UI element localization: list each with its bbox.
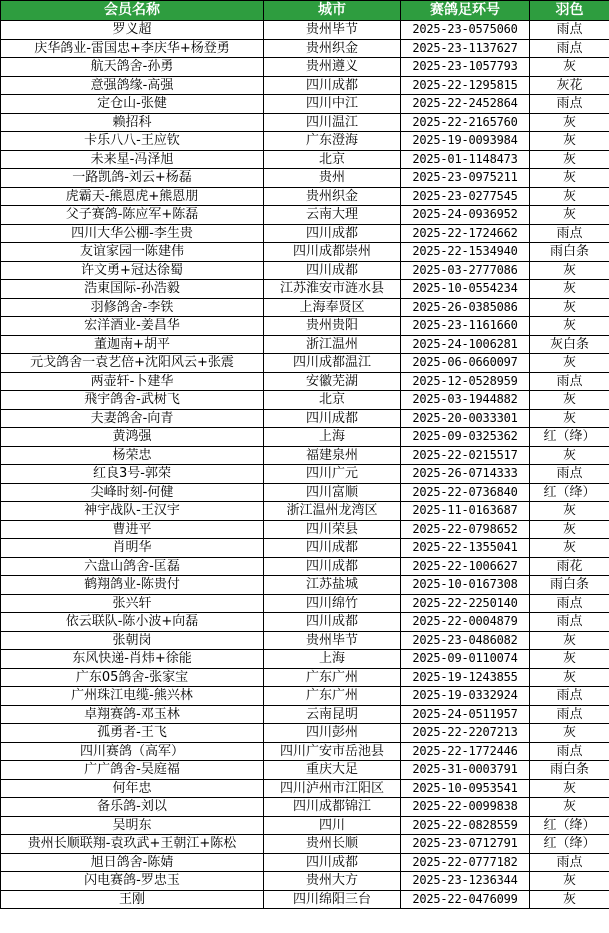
cell-city: 广东广州 xyxy=(264,668,401,687)
cell-ring-number: 2025-22-0476099 xyxy=(401,890,530,909)
cell-feather-color: 灰 xyxy=(530,446,609,465)
cell-member-name: 赖招科 xyxy=(1,113,264,132)
cell-city: 四川成都 xyxy=(264,224,401,243)
cell-ring-number: 2025-31-0003791 xyxy=(401,761,530,780)
cell-member-name: 飛宇鸽舍-武树飞 xyxy=(1,391,264,410)
cell-member-name: 备乐鸽-刘以 xyxy=(1,798,264,817)
table-row xyxy=(1,465,609,484)
cell-feather-color: 雨点 xyxy=(530,613,609,632)
cell-ring-number: 2025-03-2777086 xyxy=(401,261,530,280)
table-row xyxy=(1,150,609,169)
cell-ring-number: 2025-19-0093984 xyxy=(401,132,530,151)
table-row xyxy=(1,298,609,317)
cell-ring-number: 2025-22-1006627 xyxy=(401,557,530,576)
cell-city: 四川成都 xyxy=(264,539,401,558)
cell-ring-number: 2025-23-1236344 xyxy=(401,872,530,891)
cell-city: 浙江温州龙湾区 xyxy=(264,502,401,521)
cell-city: 重庆大足 xyxy=(264,761,401,780)
cell-ring-number: 2025-24-0936952 xyxy=(401,206,530,225)
table-row xyxy=(1,132,609,151)
table-row xyxy=(1,409,609,428)
cell-feather-color: 灰 xyxy=(530,631,609,650)
cell-ring-number: 2025-26-0385086 xyxy=(401,298,530,317)
cell-city: 四川 xyxy=(264,816,401,835)
cell-member-name: 张朝岗 xyxy=(1,631,264,650)
cell-member-name: 四川赛鸽（高军） xyxy=(1,742,264,761)
table-row xyxy=(1,557,609,576)
cell-ring-number: 2025-03-1944882 xyxy=(401,391,530,410)
table-row xyxy=(1,335,609,354)
table-row xyxy=(1,21,609,40)
cell-member-name: 张兴轩 xyxy=(1,594,264,613)
table-row xyxy=(1,687,609,706)
cell-member-name: 孤勇者-王飞 xyxy=(1,724,264,743)
cell-ring-number: 2025-23-0975211 xyxy=(401,169,530,188)
cell-feather-color: 灰 xyxy=(530,187,609,206)
cell-feather-color: 雨花 xyxy=(530,557,609,576)
cell-ring-number: 2025-22-2452864 xyxy=(401,95,530,114)
cell-city: 贵州织金 xyxy=(264,39,401,58)
cell-city: 四川成都 xyxy=(264,557,401,576)
table-row xyxy=(1,76,609,95)
cell-member-name: 广州珠江电缆-熊兴林 xyxy=(1,687,264,706)
cell-city: 四川彭州 xyxy=(264,724,401,743)
cell-feather-color: 雨点 xyxy=(530,224,609,243)
header-member-name: 会员名称 xyxy=(1,1,264,21)
cell-feather-color: 雨点 xyxy=(530,95,609,114)
cell-ring-number: 2025-22-2250140 xyxy=(401,594,530,613)
table-row xyxy=(1,39,609,58)
cell-city: 上海 xyxy=(264,650,401,669)
cell-city: 江苏盐城 xyxy=(264,576,401,595)
cell-ring-number: 2025-26-0714333 xyxy=(401,465,530,484)
cell-feather-color: 灰 xyxy=(530,872,609,891)
cell-member-name: 鹤翔鸽业-陈贵付 xyxy=(1,576,264,595)
table-row xyxy=(1,113,609,132)
cell-city: 四川成都 xyxy=(264,261,401,280)
cell-feather-color: 灰 xyxy=(530,132,609,151)
table-row xyxy=(1,816,609,835)
cell-member-name: 浩東国际-孙浩毅 xyxy=(1,280,264,299)
cell-feather-color: 灰 xyxy=(530,668,609,687)
cell-ring-number: 2025-23-1137627 xyxy=(401,39,530,58)
cell-member-name: 旭日鸽舍-陈婧 xyxy=(1,853,264,872)
cell-member-name: 两壶轩-卜建华 xyxy=(1,372,264,391)
cell-ring-number: 2025-22-0828559 xyxy=(401,816,530,835)
cell-member-name: 闪电赛鸽-罗忠玉 xyxy=(1,872,264,891)
cell-ring-number: 2025-22-0004879 xyxy=(401,613,530,632)
cell-feather-color: 灰 xyxy=(530,409,609,428)
cell-city: 四川温江 xyxy=(264,113,401,132)
cell-member-name: 元戈鸽舍一袁艺倍+沈阳风云+张震 xyxy=(1,354,264,373)
cell-ring-number: 2025-22-1772446 xyxy=(401,742,530,761)
table-row xyxy=(1,761,609,780)
table-row xyxy=(1,261,609,280)
table-row xyxy=(1,613,609,632)
table-row xyxy=(1,280,609,299)
table-row xyxy=(1,650,609,669)
table-row xyxy=(1,724,609,743)
cell-member-name: 神宇战队-王汉宇 xyxy=(1,502,264,521)
cell-feather-color: 雨点 xyxy=(530,21,609,40)
cell-ring-number: 2025-10-0167308 xyxy=(401,576,530,595)
cell-city: 贵州毕节 xyxy=(264,21,401,40)
cell-member-name: 航天鸽舍-孙勇 xyxy=(1,58,264,77)
cell-member-name: 杨荣忠 xyxy=(1,446,264,465)
header-ring-number: 赛鸽足环号 xyxy=(401,1,530,21)
table-row xyxy=(1,631,609,650)
cell-feather-color: 灰 xyxy=(530,206,609,225)
cell-member-name: 依云联队-陈小波+向磊 xyxy=(1,613,264,632)
cell-feather-color: 灰 xyxy=(530,169,609,188)
cell-city: 四川泸州市江阳区 xyxy=(264,779,401,798)
cell-member-name: 庆华鸽业-雷国忠+李庆华+杨登勇 xyxy=(1,39,264,58)
cell-member-name: 羽修鸽舍-李铁 xyxy=(1,298,264,317)
table-row xyxy=(1,539,609,558)
cell-member-name: 六盘山鸽舍-匡磊 xyxy=(1,557,264,576)
table-row xyxy=(1,705,609,724)
cell-feather-color: 灰 xyxy=(530,261,609,280)
cell-feather-color: 灰 xyxy=(530,354,609,373)
header-row xyxy=(1,1,609,21)
cell-member-name: 董迦南+胡平 xyxy=(1,335,264,354)
cell-city: 四川荣县 xyxy=(264,520,401,539)
cell-member-name: 何年忠 xyxy=(1,779,264,798)
cell-city: 贵州遵义 xyxy=(264,58,401,77)
table-row xyxy=(1,872,609,891)
cell-ring-number: 2025-22-0777182 xyxy=(401,853,530,872)
cell-ring-number: 2025-22-1295815 xyxy=(401,76,530,95)
table-row xyxy=(1,742,609,761)
cell-ring-number: 2025-23-0277545 xyxy=(401,187,530,206)
table-row xyxy=(1,779,609,798)
cell-member-name: 吴明东 xyxy=(1,816,264,835)
cell-city: 上海奉贤区 xyxy=(264,298,401,317)
cell-member-name: 父子赛鸽-陈应军+陈磊 xyxy=(1,206,264,225)
cell-member-name: 卡乐八八-王应钦 xyxy=(1,132,264,151)
cell-ring-number: 2025-23-1057793 xyxy=(401,58,530,77)
cell-member-name: 广广鸽舍-吴庭福 xyxy=(1,761,264,780)
cell-member-name: 罗义超 xyxy=(1,21,264,40)
cell-feather-color: 灰 xyxy=(530,298,609,317)
cell-ring-number: 2025-22-0099838 xyxy=(401,798,530,817)
cell-member-name: 贵州长顺联翔-袁玖武+王朝江+陈松 xyxy=(1,835,264,854)
cell-feather-color: 灰花 xyxy=(530,76,609,95)
cell-feather-color: 雨白条 xyxy=(530,576,609,595)
table-row xyxy=(1,483,609,502)
cell-ring-number: 2025-22-0798652 xyxy=(401,520,530,539)
table-row xyxy=(1,169,609,188)
cell-feather-color: 红（绛） xyxy=(530,816,609,835)
cell-ring-number: 2025-06-0660097 xyxy=(401,354,530,373)
table-row xyxy=(1,354,609,373)
cell-city: 江苏淮安市涟水县 xyxy=(264,280,401,299)
cell-city: 云南昆明 xyxy=(264,705,401,724)
cell-ring-number: 2025-24-1006281 xyxy=(401,335,530,354)
cell-feather-color: 灰 xyxy=(530,113,609,132)
cell-ring-number: 2025-23-1161660 xyxy=(401,317,530,336)
cell-feather-color: 灰 xyxy=(530,539,609,558)
cell-city: 四川成都温江 xyxy=(264,354,401,373)
cell-ring-number: 2025-10-0554234 xyxy=(401,280,530,299)
cell-ring-number: 2025-11-0163687 xyxy=(401,502,530,521)
cell-city: 贵州大方 xyxy=(264,872,401,891)
table-row xyxy=(1,187,609,206)
cell-city: 北京 xyxy=(264,391,401,410)
cell-feather-color: 红（绛） xyxy=(530,483,609,502)
cell-member-name: 曹进平 xyxy=(1,520,264,539)
cell-member-name: 定仓山-张健 xyxy=(1,95,264,114)
table-header xyxy=(1,1,609,21)
cell-feather-color: 雨点 xyxy=(530,465,609,484)
cell-member-name: 卓翔赛鸽-邓玉林 xyxy=(1,705,264,724)
cell-feather-color: 灰 xyxy=(530,798,609,817)
cell-city: 贵州毕节 xyxy=(264,631,401,650)
table-row xyxy=(1,206,609,225)
cell-ring-number: 2025-22-2165760 xyxy=(401,113,530,132)
cell-feather-color: 灰 xyxy=(530,650,609,669)
cell-city: 贵州织金 xyxy=(264,187,401,206)
cell-city: 四川成都锦江 xyxy=(264,798,401,817)
table-row xyxy=(1,446,609,465)
table-row xyxy=(1,391,609,410)
cell-city: 北京 xyxy=(264,150,401,169)
cell-feather-color: 灰 xyxy=(530,502,609,521)
cell-feather-color: 灰 xyxy=(530,724,609,743)
cell-city: 四川中江 xyxy=(264,95,401,114)
cell-feather-color: 雨点 xyxy=(530,372,609,391)
cell-feather-color: 雨白条 xyxy=(530,761,609,780)
cell-feather-color: 灰 xyxy=(530,317,609,336)
cell-ring-number: 2025-22-0736840 xyxy=(401,483,530,502)
table-row xyxy=(1,428,609,447)
table-row xyxy=(1,224,609,243)
cell-feather-color: 雨白条 xyxy=(530,243,609,262)
cell-city: 四川绵阳三台 xyxy=(264,890,401,909)
cell-city: 四川成都崇州 xyxy=(264,243,401,262)
cell-feather-color: 雨点 xyxy=(530,742,609,761)
cell-ring-number: 2025-19-1243855 xyxy=(401,668,530,687)
table-row xyxy=(1,317,609,336)
cell-feather-color: 雨点 xyxy=(530,853,609,872)
cell-ring-number: 2025-24-0511957 xyxy=(401,705,530,724)
cell-feather-color: 灰 xyxy=(530,391,609,410)
table-body xyxy=(1,21,609,909)
table-row xyxy=(1,95,609,114)
cell-member-name: 红良3号-郭荣 xyxy=(1,465,264,484)
cell-city: 浙江温州 xyxy=(264,335,401,354)
cell-ring-number: 2025-01-1148473 xyxy=(401,150,530,169)
cell-city: 四川成都 xyxy=(264,853,401,872)
cell-feather-color: 雨点 xyxy=(530,594,609,613)
cell-city: 贵州长顺 xyxy=(264,835,401,854)
cell-city: 上海 xyxy=(264,428,401,447)
cell-city: 四川成都 xyxy=(264,409,401,428)
cell-city: 四川广元 xyxy=(264,465,401,484)
cell-ring-number: 2025-22-1724662 xyxy=(401,224,530,243)
cell-city: 四川成都 xyxy=(264,613,401,632)
cell-feather-color: 红（绛） xyxy=(530,428,609,447)
table-row xyxy=(1,372,609,391)
cell-city: 广东广州 xyxy=(264,687,401,706)
cell-feather-color: 灰 xyxy=(530,779,609,798)
cell-member-name: 黄鸿强 xyxy=(1,428,264,447)
cell-member-name: 虎霸天-熊恩虎+熊恩朋 xyxy=(1,187,264,206)
table-row xyxy=(1,835,609,854)
cell-member-name: 一路凯鸽-刘云+杨磊 xyxy=(1,169,264,188)
table-row xyxy=(1,890,609,909)
cell-feather-color: 灰白条 xyxy=(530,335,609,354)
cell-member-name: 王刚 xyxy=(1,890,264,909)
cell-member-name: 宏洋酒业-姜昌华 xyxy=(1,317,264,336)
cell-feather-color: 灰 xyxy=(530,890,609,909)
cell-city: 四川富顺 xyxy=(264,483,401,502)
cell-ring-number: 2025-20-0033301 xyxy=(401,409,530,428)
table-row xyxy=(1,502,609,521)
cell-feather-color: 灰 xyxy=(530,520,609,539)
header-feather-color: 羽色 xyxy=(530,1,609,21)
cell-city: 四川广安市岳池县 xyxy=(264,742,401,761)
cell-feather-color: 灰 xyxy=(530,280,609,299)
cell-ring-number: 2025-22-2207213 xyxy=(401,724,530,743)
cell-member-name: 东风快递-肖炜+徐能 xyxy=(1,650,264,669)
table-row xyxy=(1,520,609,539)
cell-feather-color: 灰 xyxy=(530,58,609,77)
cell-feather-color: 雨点 xyxy=(530,39,609,58)
cell-city: 贵州 xyxy=(264,169,401,188)
cell-city: 四川绵竹 xyxy=(264,594,401,613)
table-row xyxy=(1,243,609,262)
cell-ring-number: 2025-09-0110074 xyxy=(401,650,530,669)
cell-ring-number: 2025-23-0712791 xyxy=(401,835,530,854)
cell-ring-number: 2025-23-0575060 xyxy=(401,21,530,40)
cell-ring-number: 2025-09-0325362 xyxy=(401,428,530,447)
table-row xyxy=(1,668,609,687)
cell-member-name: 意强鸽缘-高强 xyxy=(1,76,264,95)
table-row xyxy=(1,576,609,595)
cell-member-name: 肖明华 xyxy=(1,539,264,558)
cell-member-name: 四川大华公棚-李生贵 xyxy=(1,224,264,243)
table-row xyxy=(1,798,609,817)
table-row xyxy=(1,58,609,77)
cell-feather-color: 灰 xyxy=(530,150,609,169)
cell-member-name: 尖峰时刻-何健 xyxy=(1,483,264,502)
cell-ring-number: 2025-23-0486082 xyxy=(401,631,530,650)
cell-feather-color: 雨点 xyxy=(530,687,609,706)
cell-feather-color: 红（绛） xyxy=(530,835,609,854)
table-row xyxy=(1,853,609,872)
cell-ring-number: 2025-22-0215517 xyxy=(401,446,530,465)
cell-city: 四川成都 xyxy=(264,76,401,95)
cell-ring-number: 2025-22-1534940 xyxy=(401,243,530,262)
cell-member-name: 许文勇+冠达徐蜀 xyxy=(1,261,264,280)
cell-ring-number: 2025-19-0332924 xyxy=(401,687,530,706)
cell-member-name: 夫妻鸽舍-向青 xyxy=(1,409,264,428)
cell-feather-color: 雨点 xyxy=(530,705,609,724)
cell-city: 云南大理 xyxy=(264,206,401,225)
cell-city: 贵州贵阳 xyxy=(264,317,401,336)
cell-ring-number: 2025-12-0528959 xyxy=(401,372,530,391)
cell-city: 安徽芜湖 xyxy=(264,372,401,391)
cell-member-name: 友谊家园一陈建伟 xyxy=(1,243,264,262)
cell-ring-number: 2025-22-1355041 xyxy=(401,539,530,558)
cell-member-name: 广东05鸽舍-张家宝 xyxy=(1,668,264,687)
cell-city: 福建泉州 xyxy=(264,446,401,465)
cell-city: 广东澄海 xyxy=(264,132,401,151)
header-city: 城市 xyxy=(264,1,401,21)
cell-member-name: 未来星-冯泽旭 xyxy=(1,150,264,169)
table-row xyxy=(1,594,609,613)
cell-ring-number: 2025-10-0953541 xyxy=(401,779,530,798)
